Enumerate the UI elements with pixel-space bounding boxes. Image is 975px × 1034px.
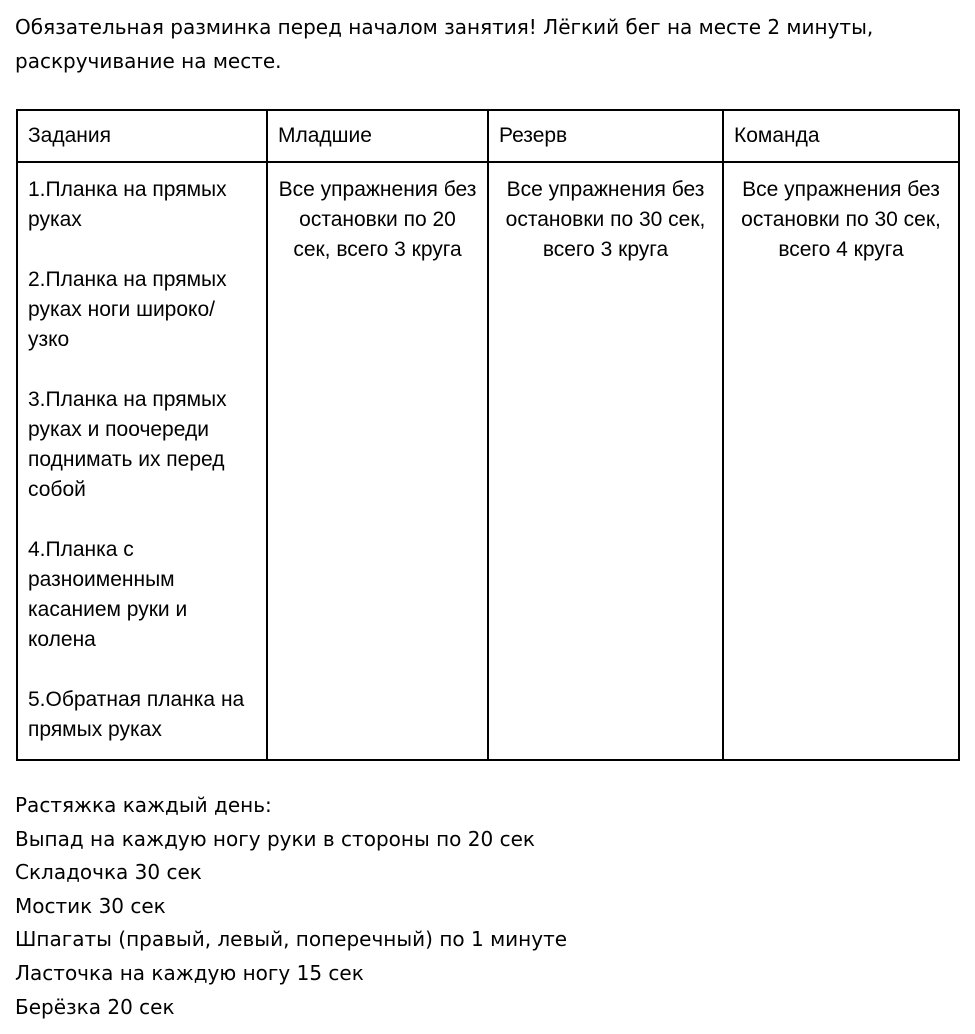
task-item: 4.Планка с разноименным касанием руки и колена (28, 538, 188, 651)
team-cell: Все упражнения без остановки по 30 сек, всего 4 круга (723, 162, 959, 760)
stretching-item: Ласточка на каждую ногу 15 сек (15, 960, 364, 985)
task-item: 5.Обратная планка на прямых руках (28, 688, 245, 741)
header-tasks: Задания (17, 110, 267, 162)
tasks-cell (17, 162, 267, 760)
task-item: 3.Планка на прямых руках и поочереди поднимать их перед собой (28, 388, 227, 501)
stretching-item: Шпагаты (правый, левый, поперечный) по 1 минуте (15, 927, 568, 952)
intro-line-1: Обязательная разминка перед началом занятия! Лёгкий бег на месте 2 минуты, (15, 15, 874, 39)
stretching-title: Растяжка каждый день: (15, 793, 272, 817)
header-juniors: Младшие (267, 110, 488, 162)
task-item: 1.Планка на прямых руках (28, 178, 227, 231)
header-team: Команда (723, 110, 959, 162)
task-item: 2.Планка на прямых руках ноги широко/ узко (28, 268, 227, 351)
table-header-row (17, 110, 959, 162)
reserve-cell: Все упражнения без остановки по 30 сек, всего 3 круга (488, 162, 723, 760)
juniors-cell: Все упражнения без остановки по 20 сек, всего 3 круга (267, 162, 488, 760)
stretching-item: Выпад на каждую ногу руки в стороны по 20 сек (15, 826, 535, 851)
table-row (17, 162, 959, 760)
intro-text (15, 10, 960, 78)
stretching-item: Мостик 30 сек (15, 893, 166, 918)
training-table (16, 109, 960, 761)
intro-line-2: раскручивание на месте. (15, 49, 282, 73)
stretching-item: Складочка 30 сек (15, 860, 202, 885)
stretching-section (15, 789, 960, 1024)
stretching-item: Берёзка 20 сек (15, 994, 175, 1019)
header-reserve: Резерв (488, 110, 723, 162)
